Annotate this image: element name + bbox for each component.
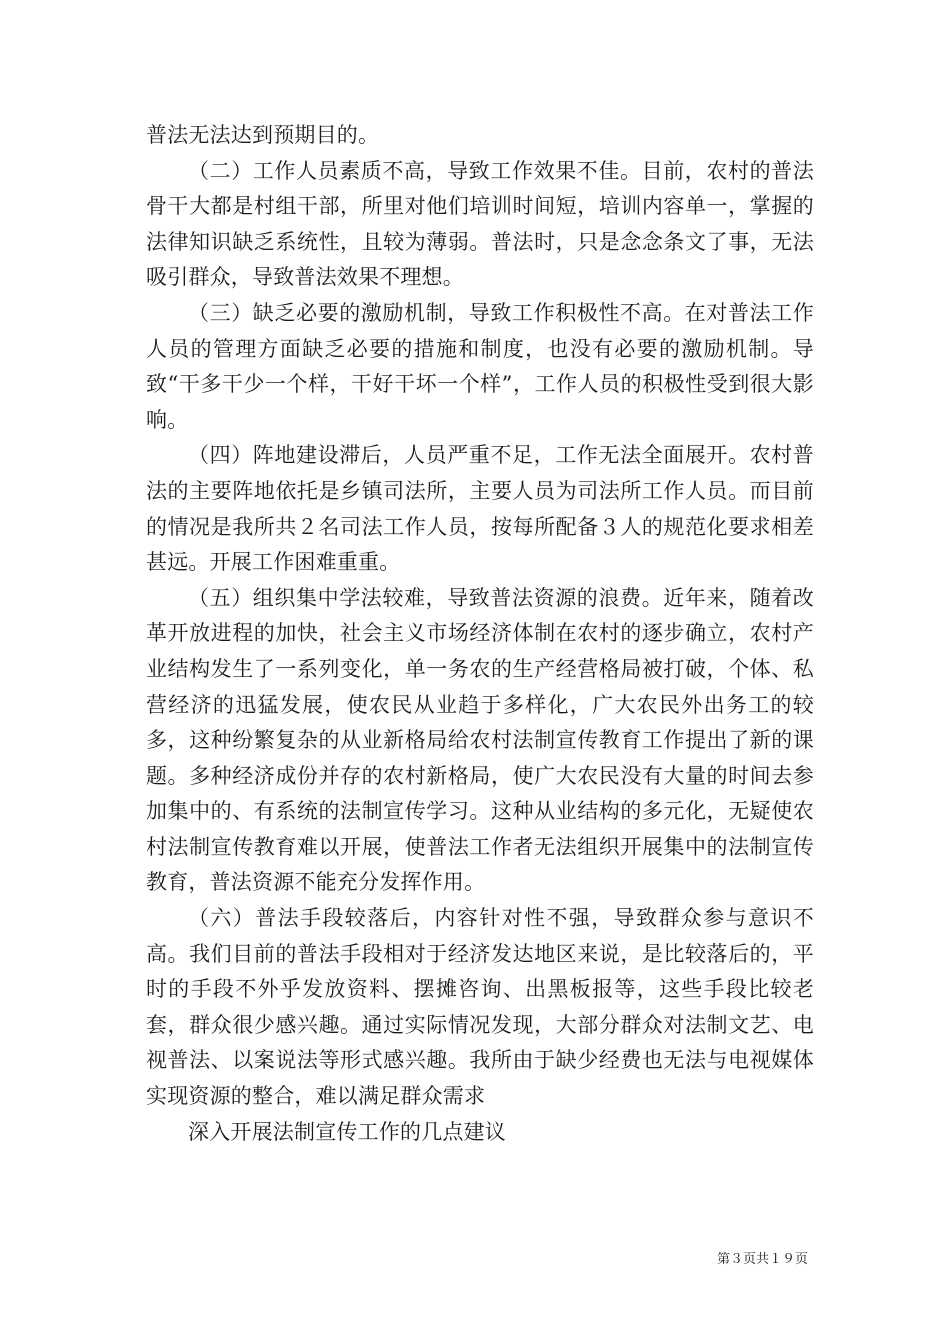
paragraph-continuation: 普法无法达到预期目的。 (146, 123, 380, 147)
page-number: 第３页共１９页 (716, 1252, 808, 1267)
paragraph-item-5: （五）组织集中学法较难，导致普法资源的浪费。近年来，随着改革开放进程的加快，社会主义市场经济体制在农村的逐步确立，农村产业结构发生了一系列变化，单一务农的生产经营格局被打破，个体、私营经济的迅猛发展，使农民从业趋于多样化，广大农民外出务工的较多，这种纷繁复杂的从业新格局给农村法制宣传教育工作提出了新的课题。多种经济成份并存的农村新格局，使广大农民没有大量的时间去参加集中的、有系统的法制宣传学习。这种从业结构的多元化，无疑使农村法制宣传教育难以开展，使普法工作者无法组织开展集中的法制宣传教育，普法资源不能充分发挥作用。 (146, 585, 814, 895)
section-heading: 深入开展法制宣传工作的几点建议 (188, 1119, 506, 1144)
paragraph-item-2: （二）工作人员素质不高，导致工作效果不佳。目前，农村的普法骨干大都是村组干部，所里对他们培训时间短，培训内容单一，掌握的法律知识缺乏系统性，且较为薄弱。普法时，只是念念条文了事，无法吸引群众，导致普法效果不理想。 (146, 158, 814, 290)
document-body (146, 118, 814, 1150)
paragraph-item-6: （六）普法手段较落后，内容针对性不强，导致群众参与意识不高。我们目前的普法手段相对于经济发达地区来说，是比较落后的，平时的手段不外乎发放资料、摆摊咨询、出黑板报等，这些手段比较老套，群众很少感兴趣。通过实际情况发现，大部分群众对法制文艺、电视普法、以案说法等形式感兴趣。我所由于缺少经费也无法与电视媒体实现资源的整合，难以满足群众需求 (146, 906, 814, 1109)
paragraph-item-4: （四）阵地建设滞后，人员严重不足，工作无法全面展开。农村普法的主要阵地依托是乡镇司法所，主要人员为司法所工作人员。而目前的情况是我所共２名司法工作人员，按每所配备３人的规范化要求相差甚远。开展工作困难重重。 (146, 443, 814, 575)
paragraph-item-3: （三）缺乏必要的激励机制，导致工作积极性不高。在对普法工作人员的管理方面缺乏必要的措施和制度，也没有必要的激励机制。导致“干多干少一个样，干好干坏一个样”，工作人员的积极性受到很大影响。 (146, 300, 814, 432)
